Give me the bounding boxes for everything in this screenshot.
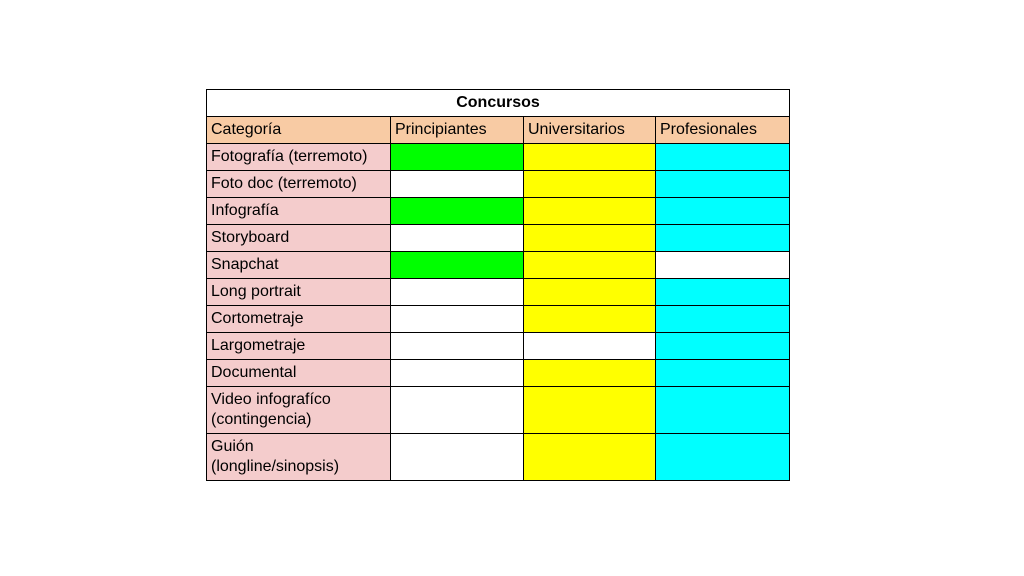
status-cell-universitarios xyxy=(524,171,656,198)
status-cell-universitarios xyxy=(524,387,656,434)
table-row xyxy=(207,144,790,171)
table-row xyxy=(207,333,790,360)
category-cell: Documental xyxy=(207,360,391,387)
status-cell-profesionales xyxy=(656,434,790,481)
status-cell-universitarios xyxy=(524,333,656,360)
status-cell-profesionales xyxy=(656,171,790,198)
category-cell: Largometraje xyxy=(207,333,391,360)
category-cell: Infografía xyxy=(207,198,391,225)
table-row xyxy=(207,434,790,481)
table-row xyxy=(207,306,790,333)
header-principiantes: Principiantes xyxy=(391,117,524,144)
status-cell-principiantes xyxy=(391,252,524,279)
category-cell: Cortometraje xyxy=(207,306,391,333)
header-profesionales: Profesionales xyxy=(656,117,790,144)
status-cell-profesionales xyxy=(656,279,790,306)
title-row xyxy=(207,90,790,117)
category-cell: Guión (longline/sinopsis) xyxy=(207,434,391,481)
status-cell-universitarios xyxy=(524,252,656,279)
table-row xyxy=(207,171,790,198)
table-row xyxy=(207,360,790,387)
status-cell-universitarios xyxy=(524,225,656,252)
status-cell-principiantes xyxy=(391,306,524,333)
table-row xyxy=(207,387,790,434)
status-cell-principiantes xyxy=(391,279,524,306)
status-cell-principiantes xyxy=(391,387,524,434)
header-row xyxy=(207,117,790,144)
status-cell-universitarios xyxy=(524,198,656,225)
status-cell-universitarios xyxy=(524,279,656,306)
status-cell-profesionales xyxy=(656,306,790,333)
status-cell-principiantes xyxy=(391,144,524,171)
status-cell-profesionales xyxy=(656,333,790,360)
status-cell-profesionales xyxy=(656,144,790,171)
table-row xyxy=(207,198,790,225)
status-cell-universitarios xyxy=(524,434,656,481)
status-cell-profesionales xyxy=(656,360,790,387)
table-row xyxy=(207,279,790,306)
category-cell: Storyboard xyxy=(207,225,391,252)
table-title: Concursos xyxy=(207,90,790,117)
category-cell: Long portrait xyxy=(207,279,391,306)
category-cell: Snapchat xyxy=(207,252,391,279)
status-cell-profesionales xyxy=(656,252,790,279)
table-body xyxy=(207,144,790,481)
status-cell-principiantes xyxy=(391,171,524,198)
header-universitarios: Universitarios xyxy=(524,117,656,144)
category-cell: Foto doc (terremoto) xyxy=(207,171,391,198)
header-category: Categoría xyxy=(207,117,391,144)
category-cell: Video infografíco (contingencia) xyxy=(207,387,391,434)
status-cell-principiantes xyxy=(391,225,524,252)
status-cell-principiantes xyxy=(391,360,524,387)
table-row xyxy=(207,225,790,252)
contests-table xyxy=(206,89,790,481)
status-cell-profesionales xyxy=(656,387,790,434)
status-cell-profesionales xyxy=(656,225,790,252)
status-cell-principiantes xyxy=(391,198,524,225)
status-cell-universitarios xyxy=(524,306,656,333)
category-cell: Fotografía (terremoto) xyxy=(207,144,391,171)
table-row xyxy=(207,252,790,279)
status-cell-profesionales xyxy=(656,198,790,225)
status-cell-principiantes xyxy=(391,333,524,360)
status-cell-universitarios xyxy=(524,360,656,387)
status-cell-universitarios xyxy=(524,144,656,171)
contests-table-container xyxy=(206,89,789,481)
status-cell-principiantes xyxy=(391,434,524,481)
